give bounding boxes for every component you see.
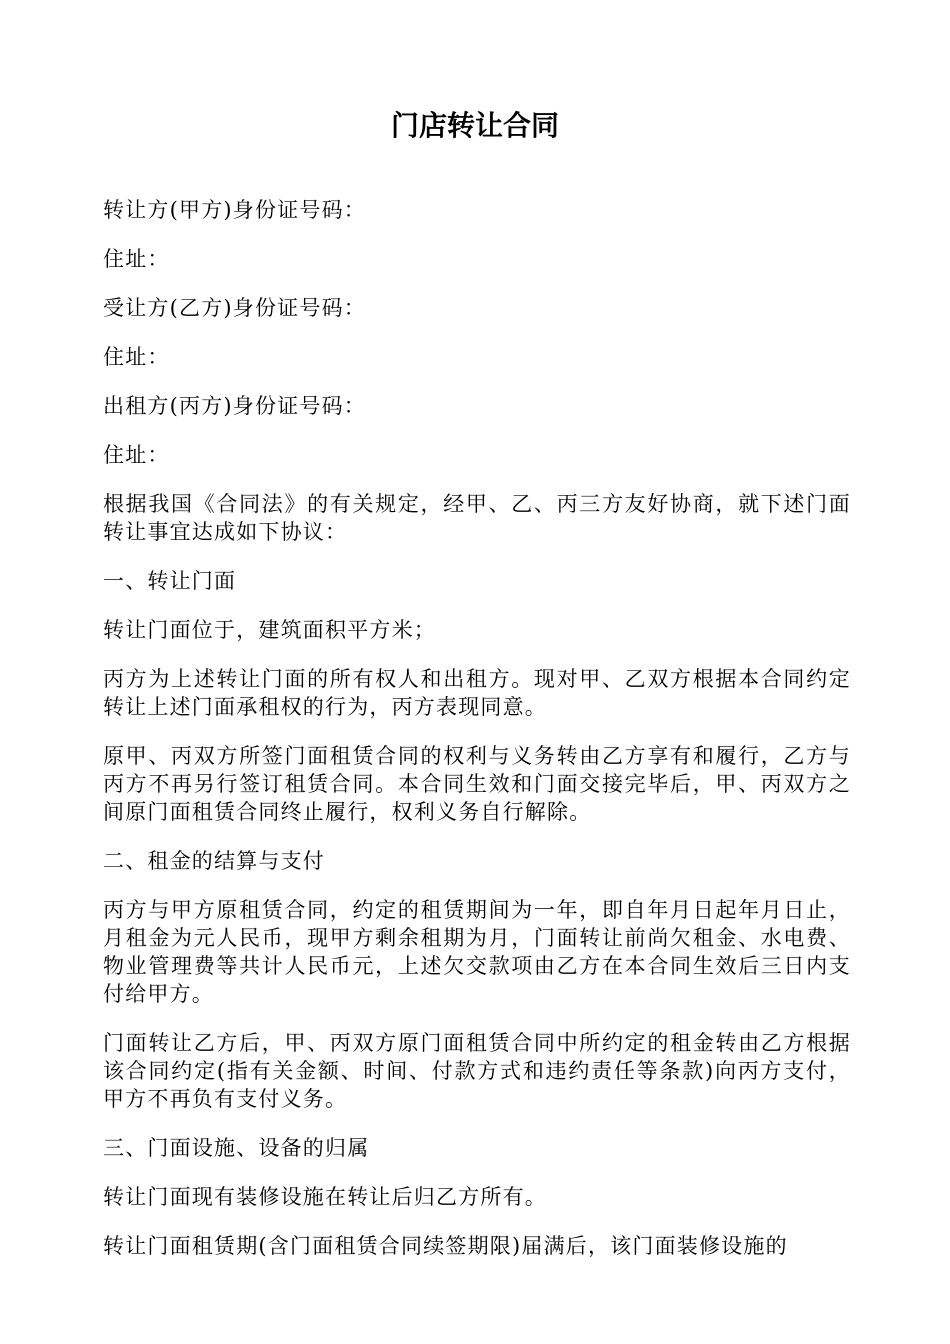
lessor-address-line: 住址： (103, 443, 170, 467)
clause-facilities-ownership: 转让门面现有装修设施在转让后归乙方所有。 (103, 1185, 547, 1209)
clause-rights-transfer: 原甲、丙双方所签门面租赁合同的权利与义务转由乙方享有和履行，乙方与丙方不再另行签订租赁合同。本合同生效和门面交接完毕后，甲、丙双方之间原门面租赁合同终止履行，权利义务自行解除。 (103, 744, 851, 824)
document-body (103, 196, 851, 1281)
transferor-address-line: 住址： (103, 247, 170, 271)
document-title: 门店转让合同 (390, 109, 559, 142)
transferor-id-line: 转让方(甲方)身份证号码： (103, 198, 366, 222)
section-heading-2: 二、租金的结算与支付 (103, 849, 325, 873)
lessor-id-line: 出租方(丙方)身份证号码： (103, 394, 366, 418)
transferee-address-line: 住址： (103, 345, 170, 369)
section-heading-3: 三、门面设施、设备的归属 (103, 1136, 370, 1160)
clause-facilities-after-term: 转让门面租赁期(含门面租赁合同续签期限)届满后，该门面装修设施的 (103, 1234, 788, 1258)
transferee-id-line: 受让方(乙方)身份证号码： (103, 296, 366, 320)
clause-lessor-consent: 丙方为上述转让门面的所有权人和出租方。现对甲、乙双方根据本合同约定转让上述门面承租权的行为，丙方表现同意。 (103, 667, 851, 719)
section-heading-1: 一、转让门面 (103, 569, 237, 593)
preamble-paragraph: 根据我国《合同法》的有关规定，经甲、乙、丙三方友好协商，就下述门面转让事宜达成如下协议： (103, 492, 851, 544)
clause-location: 转让门面位于，建筑面积平方米； (103, 618, 436, 642)
clause-rent-settlement: 丙方与甲方原租赁合同，约定的租赁期间为一年，即自年月日起年月日止，月租金为元人民币，现甲方剩余租期为月，门面转让前尚欠租金、水电费、物业管理费等共计人民币元，上述欠交款项由乙方在本合同生效后三日内支付给甲方。 (103, 898, 851, 1006)
clause-rent-payment: 门面转让乙方后，甲、丙双方原门面租赁合同中所约定的租金转由乙方根据该合同约定(指有关金额、时间、付款方式和违约责任等条款)向丙方支付，甲方不再负有支付义务。 (103, 1031, 851, 1111)
